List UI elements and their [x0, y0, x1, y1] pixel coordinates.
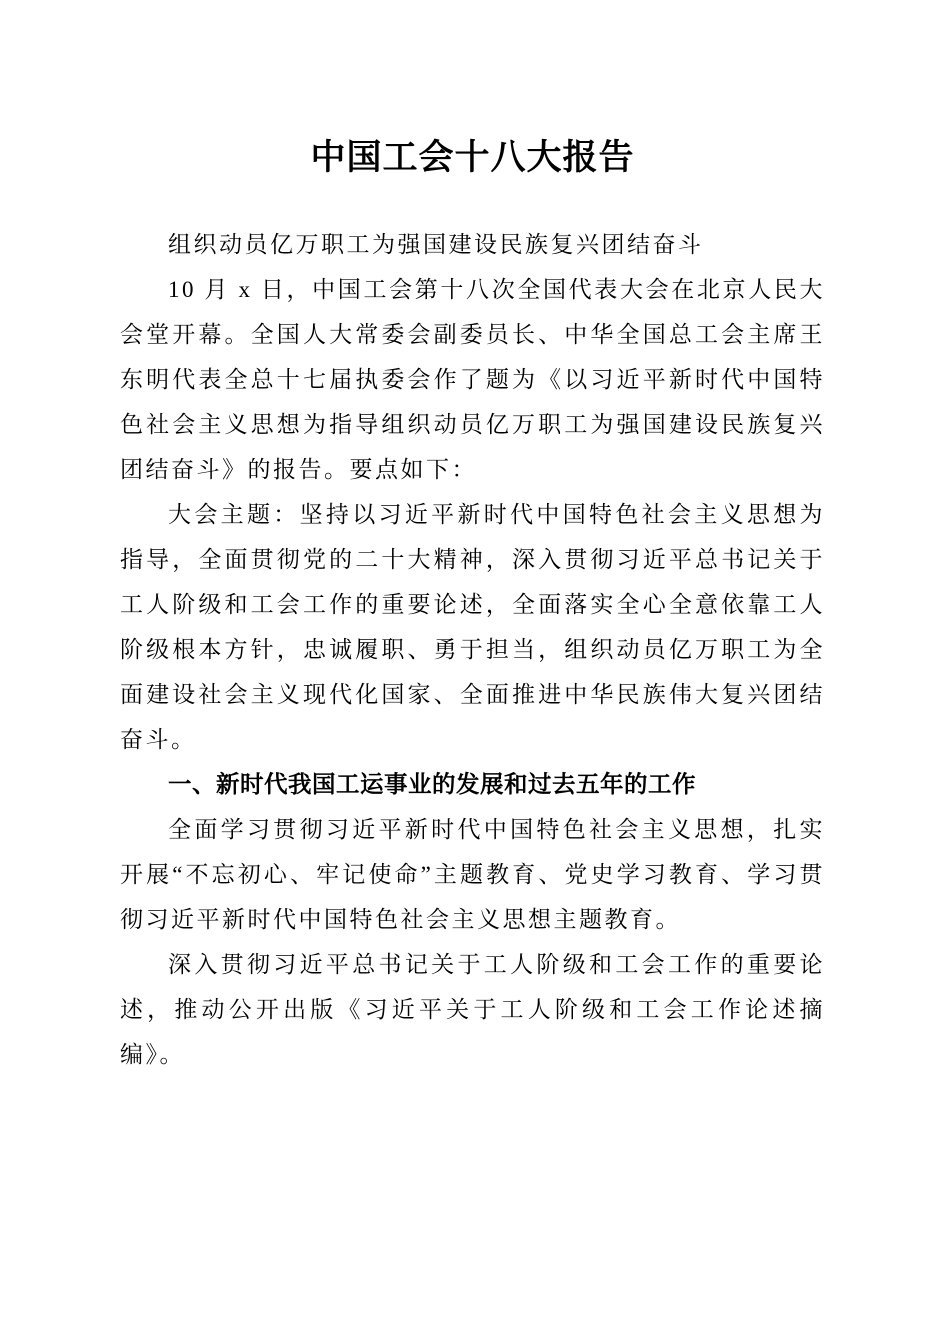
paragraph-subtitle: 组织动员亿万职工为强国建设民族复兴团结奋斗	[168, 232, 704, 257]
paragraph-publication: 深入贯彻习近平总书记关于工人阶级和工会工作的重要论述，推动公开出版《习近平关于工人阶级和工会工作论述摘编》。	[120, 952, 825, 1067]
section-heading: 一、新时代我国工运事业的发展和过去五年的工作	[168, 771, 696, 797]
paragraph-opening: 10 月 x 日，中国工会第十八次全国代表大会在北京人民大会堂开幕。全国人大常委会副委员长、中华全国总工会主席王东明代表全总十七届执委会作了题为《以习近平新时代中国特色社会主义思想为指导组织动员亿万职工为强国建设民族复兴团结奋斗》的报告。要点如下：	[120, 277, 825, 482]
doc-title: 中国工会十八大报告	[310, 138, 635, 177]
paragraph-congress-theme: 大会主题：坚持以习近平新时代中国特色社会主义思想为指导，全面贯彻党的二十大精神，深入贯彻习近平总书记关于工人阶级和工会工作的重要论述，全面落实全心全意依靠工人阶级根本方针，忠诚履职、勇于担当，组织动员亿万职工为全面建设社会主义现代化国家、全面推进中华民族伟大复兴团结奋斗。	[120, 502, 825, 752]
paragraph-study: 全面学习贯彻习近平新时代中国特色社会主义思想，扎实开展“不忘初心、牢记使命”主题教育、党史学习教育、学习贯彻习近平新时代中国特色社会主义思想主题教育。	[120, 817, 825, 932]
document-body	[120, 222, 825, 1077]
